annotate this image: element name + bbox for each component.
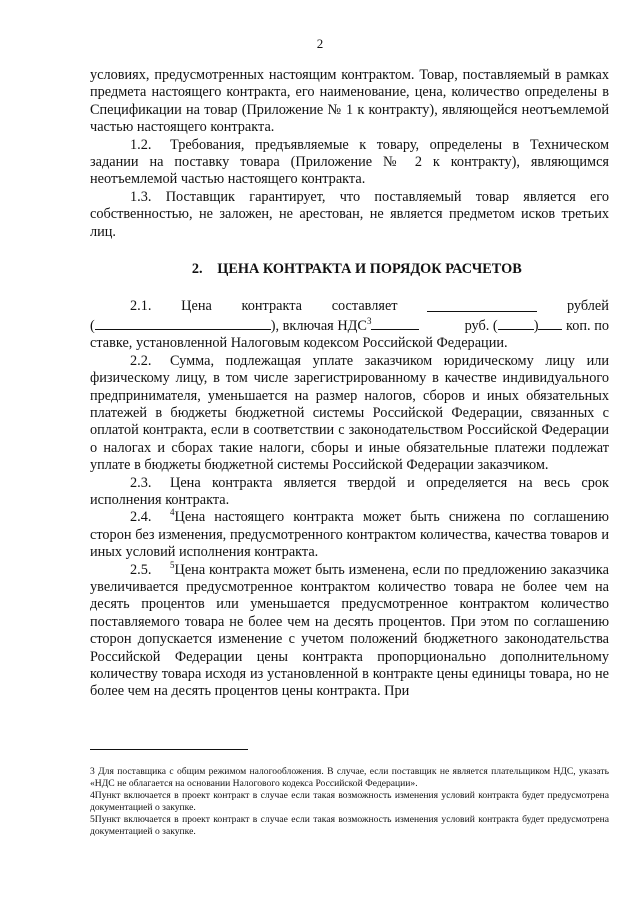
- clause-text: Требования, предъявляемые к товару, определены в Техническом задании на поставку товара (Приложение № 2 к контракту), являющимся неотъемлемой частью настоящего контракта.: [90, 136, 609, 188]
- clause-text: Сумма, подлежащая уплате заказчиком юридическому лицу или физическому лицу, в том числе зарегистрированному в качестве индивидуального предпринимателя, уменьшается на размер налогов, сборов и иных обязательных платежей в бюджеты бюджетной системы Российской Федерации, связанных с оплатой контракта, если в соответствии с законодательством Российской Федерации о налогах и сборах такие налоги, сборы и иные обязательные платежи подлежат уплате в бюджеты бюджетной системы Российской Федерации заказчиком.: [90, 352, 609, 474]
- price-in-words-blank[interactable]: [95, 316, 271, 330]
- clause-number: 2.3.: [130, 474, 152, 491]
- word-contract: контракта: [241, 298, 302, 315]
- footnote-ref-3: 3: [366, 316, 372, 327]
- footnote-3: 3 Для поставщика с общим режимом налогообложения. В случае, если поставщик не является плательщиком НДС, указать «НДС не облагается на основании Налогового кодекса Российской Федерации».: [90, 766, 609, 789]
- clause-2-2: [90, 353, 609, 475]
- clause-2-1-line1: [90, 298, 609, 315]
- vat-blank[interactable]: [371, 316, 419, 330]
- clause-2-1-line2: [90, 316, 609, 335]
- clause-2-1-line3: ставке, установленной Налоговым кодексом Российской Федерации.: [90, 335, 508, 352]
- clause-number: 2.1.: [130, 298, 152, 315]
- clause-text: Поставщик гарантирует, что поставляемый товар является его собственностью, не заложен, не арестован, не является предметом исков третьих лиц.: [90, 188, 610, 240]
- document-body: [90, 67, 609, 701]
- footnote-ref-4: 4: [170, 507, 175, 518]
- clause-number: 2.5.: [130, 561, 152, 578]
- vat-rub-field: руб. ( ) коп. по: [464, 317, 609, 334]
- footnote-4: 4Пункт включается в проект контракт в случае если такая возможность изменения условий контракта будет предусмотрена документацией о закупке.: [90, 790, 609, 813]
- footnote-separator: [90, 749, 248, 750]
- clause-number: 1.3.: [130, 188, 152, 205]
- footnote-5: 5Пункт включается в проект контракт в случае если такая возможность изменения условий контракта будет предусмотрена документацией о закупке.: [90, 814, 609, 837]
- section-title: ЦЕНА КОНТРАКТА И ПОРЯДОК РАСЧЕТОВ: [217, 261, 522, 278]
- vat-rub-words-blank[interactable]: [498, 316, 534, 330]
- clause-number: 2.2.: [130, 352, 152, 369]
- page-number: 2: [316, 36, 324, 51]
- intro-paragraph: условиях, предусмотренных настоящим контрактом. Товар, поставляемый в рамках предмета настоящего контракта, его наименование, цена, количество определены в Спецификации на товар (Приложение № 1 к контракту), являющейся неотъемлемой частью настоящего контракта.: [90, 67, 609, 136]
- word-price: Цена: [181, 298, 212, 315]
- clause-1-2: [90, 137, 609, 189]
- clause-2-4: [90, 509, 609, 561]
- clause-2-5: [90, 559, 609, 701]
- clause-number: 2.4.: [130, 509, 152, 526]
- clause-text: Цена контракта является твердой и определяется на весь срок исполнения контракта.: [90, 474, 609, 508]
- clause-1-3: [90, 189, 609, 241]
- clause-text: Цена настоящего контракта может быть снижена по соглашению сторон без изменения, предусмотренного контрактом количества, качества товаров и иных условий исполнения контракта.: [90, 509, 609, 561]
- vat-kop-blank[interactable]: [538, 316, 562, 330]
- price-words-field: ( ), включая НДС$^3$: [90, 316, 419, 335]
- word-amounts: составляет: [331, 298, 398, 315]
- clause-number: 1.2.: [130, 136, 152, 153]
- footnote-ref-5: 5: [170, 559, 175, 570]
- clause-text: Цена контракта может быть изменена, если по предложению заказчика увеличивается предусмотренное контрактом количество товара не более чем на десять процентов или уменьшается предусмотренное контрактом количество поставляемого товара не более чем на десять процентов. При этом по соглашению сторон допускается изменение с учетом положений бюджетного законодательства Российской Федерации цены контракта пропорционально дополнительному количеству товара исходя из установленной в контракте цены единицы товара, но не более чем на десять процентов цены контракта. При: [90, 561, 609, 700]
- section-2-heading: [90, 261, 609, 278]
- clause-2-1: [90, 298, 609, 352]
- section-number: 2.: [191, 261, 203, 278]
- clause-2-3: [90, 475, 609, 510]
- footnotes: [90, 766, 609, 838]
- word-rubles: рублей: [566, 298, 609, 315]
- price-blank[interactable]: [427, 298, 537, 312]
